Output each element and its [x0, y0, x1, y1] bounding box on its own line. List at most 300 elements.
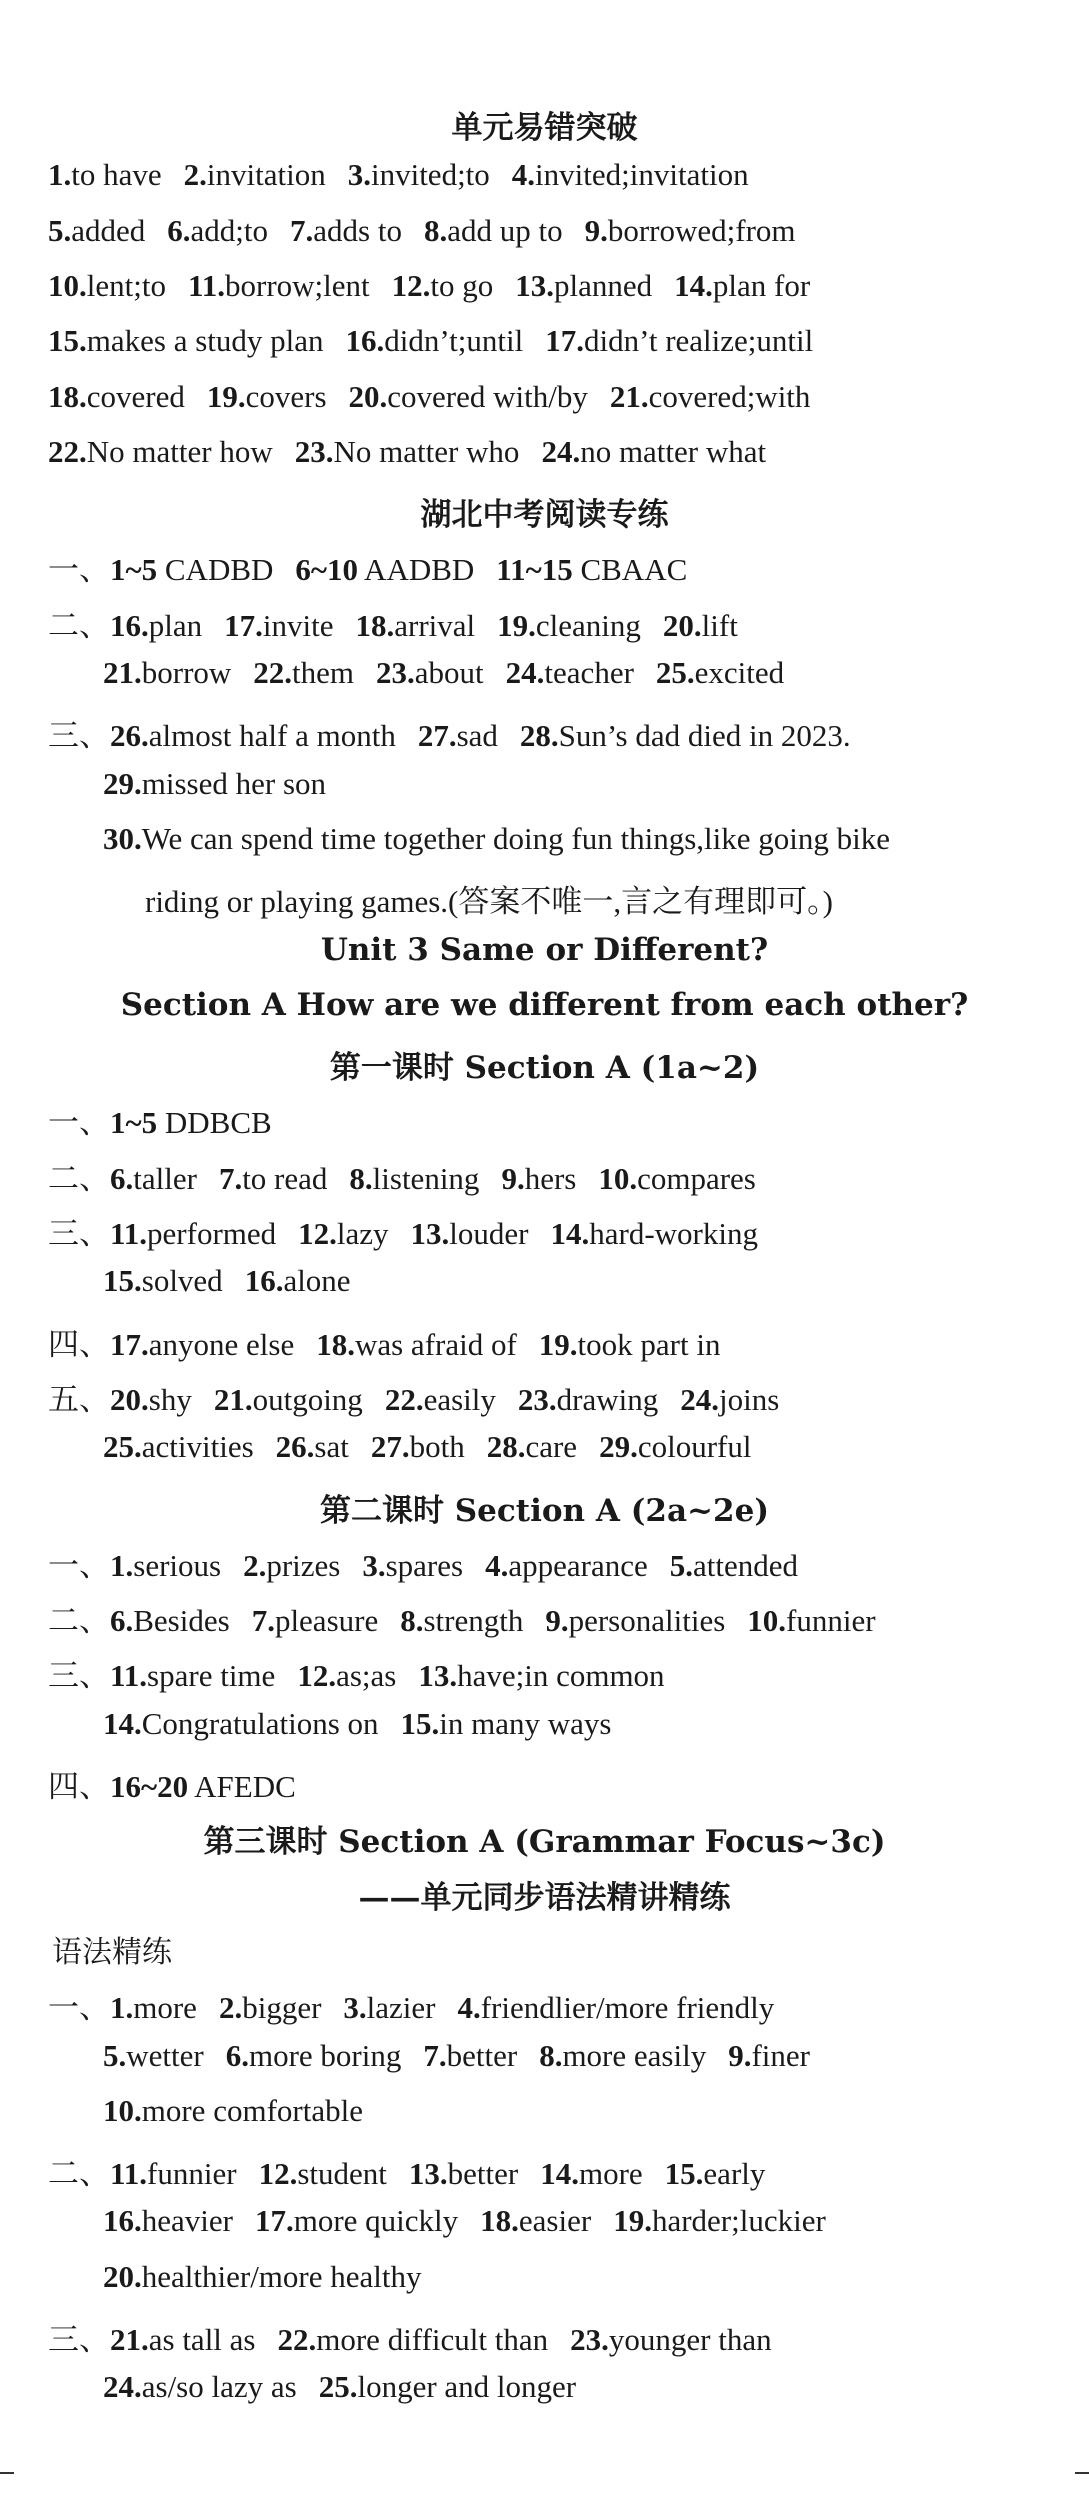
- exercise-prefix: 一、: [48, 1105, 110, 1141]
- item-number: 10.: [598, 1160, 638, 1196]
- item-answer: serious: [133, 1547, 222, 1583]
- answer-line: [103, 821, 912, 857]
- item-number: 17.: [254, 2203, 294, 2239]
- answer-item: [520, 718, 851, 754]
- item-answer: invitation: [206, 157, 326, 193]
- item-answer: borrowed;from: [607, 212, 796, 248]
- item-answer: cleaning: [535, 607, 641, 643]
- item-answer: compares: [637, 1160, 756, 1196]
- answer-item: [48, 213, 145, 249]
- item-number: 25.: [103, 1429, 142, 1465]
- answer-item: [103, 2259, 422, 2295]
- item-number: 30.: [103, 820, 142, 856]
- item-number: 8.: [539, 2037, 563, 2073]
- item-number: 1~5: [110, 1105, 158, 1141]
- item-number: 5.: [669, 1547, 693, 1583]
- answer-line: [48, 1153, 778, 1198]
- item-number: 12.: [297, 1658, 337, 1694]
- answer-line: [103, 2369, 598, 2405]
- item-number: 16.: [244, 1263, 284, 1299]
- answer-item: [48, 379, 185, 415]
- answer-line: [48, 1595, 898, 1640]
- answer-line: [48, 1374, 801, 1419]
- item-number: 9.: [545, 1603, 569, 1639]
- answer-item: [110, 2322, 256, 2358]
- item-number: 15.: [400, 1705, 440, 1741]
- item-answer: added: [71, 212, 146, 248]
- item-answer: drawing: [556, 1381, 659, 1417]
- item-number: 16~20: [110, 1769, 189, 1804]
- answer-item: [295, 552, 474, 588]
- exercise-prefix: 四、: [48, 1326, 110, 1362]
- item-number: 10.: [103, 2092, 142, 2128]
- answer-item: [48, 268, 166, 304]
- answer-item: [506, 655, 634, 691]
- item-number: 16.: [103, 2203, 142, 2239]
- item-answer: louder: [449, 1216, 529, 1251]
- answer-item: [103, 1263, 223, 1299]
- answer-item: [392, 268, 494, 304]
- answer-item: [110, 1603, 230, 1639]
- item-answer: excited: [694, 655, 785, 690]
- answer-item: [400, 1603, 523, 1639]
- answer-item: [485, 1548, 648, 1584]
- item-number: 19.: [538, 1326, 578, 1362]
- answer-item: [295, 434, 520, 470]
- item-number: 14.: [674, 267, 713, 303]
- item-answer: DDBCB: [157, 1105, 272, 1141]
- item-number: 7.: [218, 1160, 243, 1196]
- item-answer: colourful: [637, 1429, 752, 1465]
- answer-item: [551, 1216, 758, 1252]
- item-number: 23.: [376, 655, 415, 690]
- item-answer: to read: [242, 1160, 328, 1196]
- answer-item: [103, 655, 231, 691]
- item-number: 6.: [110, 1603, 134, 1639]
- answer-item: [252, 1603, 379, 1639]
- answer-line: [48, 600, 760, 645]
- item-answer: more: [133, 1990, 197, 2026]
- crop-mark-right: [1075, 2472, 1089, 2474]
- item-answer: better: [447, 2156, 519, 2192]
- item-number: 21.: [110, 2322, 149, 2357]
- item-answer: planned: [554, 267, 653, 303]
- answer-item: [487, 1429, 577, 1465]
- answer-item: [418, 718, 498, 754]
- exercise-prefix: 一、: [48, 552, 110, 588]
- answer-line: [103, 2259, 444, 2295]
- answer-item: [110, 1658, 275, 1694]
- item-answer: sat: [314, 1429, 349, 1465]
- item-number: 11.: [110, 2156, 148, 2192]
- exercise-prefix: 三、: [48, 2322, 110, 2357]
- item-number: 21.: [609, 378, 649, 414]
- answer-item: [355, 608, 475, 644]
- answer-item: [457, 1990, 774, 2026]
- item-answer: prizes: [266, 1547, 341, 1583]
- item-number: 20.: [103, 2258, 142, 2294]
- item-answer: easier: [518, 2203, 592, 2239]
- answer-item: [103, 1429, 254, 1465]
- answer-item: [103, 1706, 379, 1742]
- answer-item: [110, 1548, 221, 1584]
- answer-item: [496, 552, 687, 588]
- exercise-prefix: 三、: [48, 1658, 110, 1694]
- item-number: 18.: [355, 607, 395, 643]
- answer-item: [226, 2038, 402, 2074]
- answer-line: [48, 1319, 742, 1364]
- answer-item: [545, 323, 813, 359]
- answer-item: [610, 379, 811, 415]
- item-number: 15.: [48, 323, 87, 359]
- item-answer: funnier: [786, 1603, 876, 1639]
- exercise-prefix: 二、: [48, 607, 110, 643]
- item-answer: add;to: [190, 212, 269, 248]
- item-number: 8.: [400, 1603, 424, 1639]
- answer-line: [103, 1429, 773, 1465]
- item-number: 18.: [480, 2203, 519, 2239]
- item-answer: better: [446, 2037, 518, 2073]
- item-answer: solved: [141, 1263, 223, 1299]
- item-answer: missed her son: [141, 765, 327, 801]
- answer-item: [48, 157, 162, 193]
- item-number: 5.: [103, 2037, 127, 2073]
- item-answer: about: [414, 655, 484, 690]
- answer-item: [110, 608, 202, 644]
- answer-item: [545, 1603, 725, 1639]
- answer-item: [188, 268, 370, 304]
- answer-item: [48, 434, 273, 470]
- item-number: 11~15: [496, 552, 573, 588]
- item-answer: them: [292, 655, 355, 690]
- item-number: 25.: [318, 2369, 358, 2405]
- item-number: 19.: [613, 2203, 652, 2239]
- item-number: 1.: [110, 1547, 134, 1583]
- answer-item: [259, 2156, 387, 2192]
- answer-item: [219, 1990, 321, 2026]
- answer-item: [670, 1548, 798, 1584]
- item-number: 9.: [728, 2037, 752, 2073]
- item-number: 17.: [110, 1326, 149, 1362]
- item-answer: to go: [430, 267, 494, 303]
- item-answer: both: [409, 1429, 465, 1465]
- answer-item: [346, 323, 524, 359]
- item-answer: hers: [524, 1160, 577, 1196]
- item-number: 11.: [187, 267, 226, 303]
- answer-item: [243, 1548, 340, 1584]
- answer-line: [48, 1982, 796, 2027]
- answer-item: [110, 1769, 296, 1805]
- item-number: 11.: [110, 1658, 148, 1694]
- item-answer: younger than: [608, 2322, 772, 2357]
- answer-item: [515, 268, 652, 304]
- answer-item: [110, 1327, 294, 1363]
- item-number: 23.: [517, 1381, 557, 1417]
- item-number: 2.: [183, 157, 207, 193]
- answer-line: [48, 213, 818, 249]
- item-number: 22.: [48, 433, 87, 469]
- item-number: 17.: [545, 323, 584, 359]
- answer-item: [570, 2322, 771, 2358]
- item-number: 1.: [48, 157, 72, 193]
- answer-item: [348, 157, 490, 193]
- answer-item: [497, 608, 641, 644]
- answer-item: [747, 1603, 875, 1639]
- crop-mark-left: [0, 2472, 14, 2474]
- item-answer: sad: [456, 718, 498, 754]
- item-number: 6.: [110, 1160, 134, 1196]
- answer-item: [362, 1548, 463, 1584]
- answer-item: [48, 323, 324, 359]
- item-answer: more quickly: [293, 2203, 459, 2239]
- item-answer: covers: [245, 378, 327, 414]
- answer-item: [349, 1161, 479, 1197]
- item-number: 1.: [110, 1990, 134, 2026]
- answer-line: [48, 2148, 787, 2193]
- item-answer: listening: [372, 1160, 480, 1196]
- answer-line: [48, 544, 709, 589]
- item-number: 12.: [391, 267, 431, 303]
- item-number: 15.: [103, 1263, 142, 1299]
- item-number: 15.: [664, 2156, 704, 2192]
- item-answer: to have: [71, 157, 162, 193]
- item-answer: easily: [423, 1381, 496, 1417]
- answer-item: [245, 1263, 351, 1299]
- answer-item: [145, 876, 833, 921]
- answer-item: [512, 157, 749, 193]
- item-answer: Besides: [133, 1603, 230, 1639]
- item-number: 27.: [370, 1429, 410, 1465]
- item-number: 24.: [541, 433, 581, 469]
- item-number: 3.: [343, 1990, 367, 2026]
- exercise-prefix: 三、: [48, 1216, 110, 1251]
- answer-line: [103, 1706, 634, 1742]
- item-answer: covered;with: [648, 378, 811, 414]
- answer-line: [103, 766, 348, 802]
- item-answer: was afraid of: [354, 1326, 517, 1362]
- section-heading: Section A How are we different from each other?: [120, 986, 969, 1023]
- item-number: 9.: [501, 1160, 525, 1196]
- answer-item: [539, 1327, 721, 1363]
- answer-item: [665, 2156, 766, 2192]
- answer-item: [343, 1990, 435, 2026]
- item-number: 19.: [206, 378, 246, 414]
- section-heading: 第一课时 Section A (1a~2): [329, 1050, 760, 1087]
- item-number: 13.: [408, 2156, 448, 2192]
- answer-item: [385, 1382, 496, 1418]
- item-number: 8.: [349, 1160, 373, 1196]
- item-answer: appearance: [508, 1547, 648, 1583]
- item-number: 24.: [505, 655, 545, 690]
- item-number: 16.: [110, 607, 149, 643]
- answer-item: [103, 2038, 204, 2074]
- exercise-prefix: 二、: [48, 1603, 110, 1639]
- item-number: 14.: [540, 2156, 579, 2192]
- answer-item: [219, 1161, 327, 1197]
- answer-item: [110, 1990, 197, 2026]
- item-answer: care: [525, 1429, 578, 1465]
- item-answer: Congratulations on: [141, 1705, 379, 1741]
- item-number: 28.: [519, 718, 559, 754]
- answer-line: [48, 434, 788, 470]
- item-number: 21.: [103, 655, 142, 690]
- answer-item: [501, 1161, 576, 1197]
- item-number: 20.: [662, 607, 702, 643]
- item-number: 24.: [680, 1381, 719, 1417]
- item-number: 16.: [345, 323, 385, 359]
- item-answer: pleasure: [274, 1603, 379, 1639]
- answer-item: [409, 2156, 518, 2192]
- item-number: 20.: [348, 378, 388, 414]
- item-number: 9.: [584, 212, 608, 248]
- item-number: 23.: [294, 433, 334, 469]
- item-number: 5.: [48, 212, 72, 248]
- item-number: 26.: [110, 718, 149, 754]
- item-answer: hard-working: [589, 1216, 758, 1251]
- item-number: 6~10: [295, 552, 359, 588]
- answer-item: [539, 2038, 706, 2074]
- item-number: 24.: [103, 2369, 142, 2405]
- answer-line: [103, 1263, 373, 1299]
- answer-item: [253, 655, 354, 691]
- item-answer: funnier: [147, 2156, 237, 2192]
- item-number: 23.: [570, 2322, 609, 2357]
- item-number: 18.: [316, 1326, 355, 1362]
- item-answer: No matter how: [86, 433, 273, 469]
- answer-item: [728, 2038, 810, 2074]
- item-answer: No matter who: [333, 433, 520, 469]
- answer-item: [376, 655, 484, 691]
- answer-item: [103, 2093, 363, 2129]
- answer-item: [110, 1161, 197, 1197]
- item-answer: plan: [148, 607, 203, 643]
- item-answer: harder;luckier: [651, 2203, 826, 2239]
- answer-line: [48, 1650, 687, 1695]
- item-answer: plan for: [712, 267, 811, 303]
- item-number: 7.: [423, 2037, 447, 2073]
- answer-item: [371, 1429, 465, 1465]
- answer-item: [297, 1658, 396, 1694]
- item-answer: AFEDC: [188, 1769, 296, 1804]
- item-answer: lazy: [336, 1216, 389, 1251]
- item-number: 8.: [423, 212, 448, 248]
- exercise-prefix: 一、: [48, 1547, 110, 1583]
- answer-item: [418, 1658, 664, 1694]
- item-answer: invite: [262, 607, 334, 643]
- item-answer: more boring: [248, 2037, 402, 2073]
- item-answer: didn’t;until: [384, 323, 524, 359]
- answer-item: [103, 2203, 233, 2239]
- answer-line: [48, 1761, 318, 1806]
- answer-item: [110, 1216, 276, 1252]
- item-number: 14.: [103, 1705, 142, 1741]
- exercise-prefix: 三、: [48, 718, 110, 754]
- item-answer: spare time: [147, 1658, 276, 1694]
- item-answer: have;in common: [457, 1658, 665, 1694]
- item-number: 4.: [457, 1990, 481, 2026]
- item-number: 6.: [167, 212, 191, 248]
- answer-line: [48, 157, 771, 193]
- item-number: 3.: [347, 157, 371, 193]
- answer-item: [103, 821, 890, 857]
- item-answer: longer and longer: [357, 2369, 577, 2405]
- answer-item: [518, 1382, 658, 1418]
- item-answer: joins: [718, 1381, 780, 1417]
- item-answer: We can spend time together doing fun things,like going bike: [141, 820, 890, 856]
- item-answer: lazier: [366, 1990, 436, 2026]
- answer-item: [110, 718, 396, 754]
- answer-line: [103, 2093, 385, 2129]
- item-answer: covered with/by: [387, 378, 588, 414]
- item-answer: adds to: [313, 212, 402, 248]
- item-answer: in many ways: [439, 1705, 612, 1741]
- answer-item: [663, 608, 738, 644]
- item-answer: CADBD: [157, 552, 274, 588]
- item-answer: lift: [701, 607, 738, 643]
- item-number: 28.: [486, 1429, 526, 1465]
- item-answer: personalities: [568, 1603, 726, 1639]
- item-answer: bigger: [242, 1990, 322, 2026]
- item-number: 22.: [253, 655, 293, 690]
- item-answer: borrow: [141, 655, 232, 690]
- answer-item: [480, 2203, 591, 2239]
- item-number: 10.: [747, 1603, 787, 1639]
- section-heading: ——单元同步语法精讲精练: [358, 1879, 731, 1916]
- item-number: 13.: [410, 1216, 450, 1251]
- item-number: 21.: [213, 1381, 253, 1417]
- item-answer: arrival: [394, 607, 476, 643]
- item-answer: shy: [148, 1381, 192, 1417]
- exercise-prefix: 四、: [48, 1769, 110, 1804]
- exercise-prefix: 二、: [48, 2156, 110, 2192]
- answer-item: [103, 2369, 297, 2405]
- item-answer: anyone else: [148, 1326, 295, 1362]
- exercise-prefix: 一、: [48, 1990, 110, 2026]
- answer-item: [255, 2203, 458, 2239]
- item-number: 4.: [485, 1547, 509, 1583]
- item-answer: wetter: [126, 2037, 204, 2073]
- answer-line: [48, 710, 873, 755]
- item-answer: alone: [283, 1263, 351, 1299]
- item-answer: Sun’s dad died in 2023.: [558, 718, 851, 754]
- answer-item: [110, 2156, 237, 2192]
- item-answer: teacher: [544, 655, 634, 690]
- item-number: 12.: [258, 2156, 298, 2192]
- item-answer: as/so lazy as: [141, 2369, 297, 2405]
- item-number: 6.: [225, 2037, 249, 2073]
- item-number: 29.: [103, 765, 142, 801]
- item-number: 26.: [275, 1429, 315, 1465]
- item-number: 14.: [550, 1216, 590, 1251]
- answer-item: [424, 213, 563, 249]
- answer-item: [349, 379, 588, 415]
- item-answer: early: [703, 2156, 766, 2192]
- item-answer: add up to: [447, 212, 563, 248]
- item-answer: CBAAC: [572, 552, 688, 588]
- answer-item: [103, 766, 326, 802]
- item-number: 13.: [418, 1658, 458, 1694]
- answer-item: [423, 2038, 517, 2074]
- item-answer: performed: [147, 1216, 277, 1251]
- item-answer: makes a study plan: [86, 323, 324, 359]
- answer-line: [48, 268, 832, 304]
- item-answer: spares: [385, 1547, 464, 1583]
- item-answer: didn’t realize;until: [583, 323, 814, 359]
- item-answer: more comfortable: [141, 2092, 363, 2128]
- section-heading: Unit 3 Same or Different?: [320, 931, 769, 968]
- answer-line: [145, 876, 855, 921]
- answer-item: [316, 1327, 517, 1363]
